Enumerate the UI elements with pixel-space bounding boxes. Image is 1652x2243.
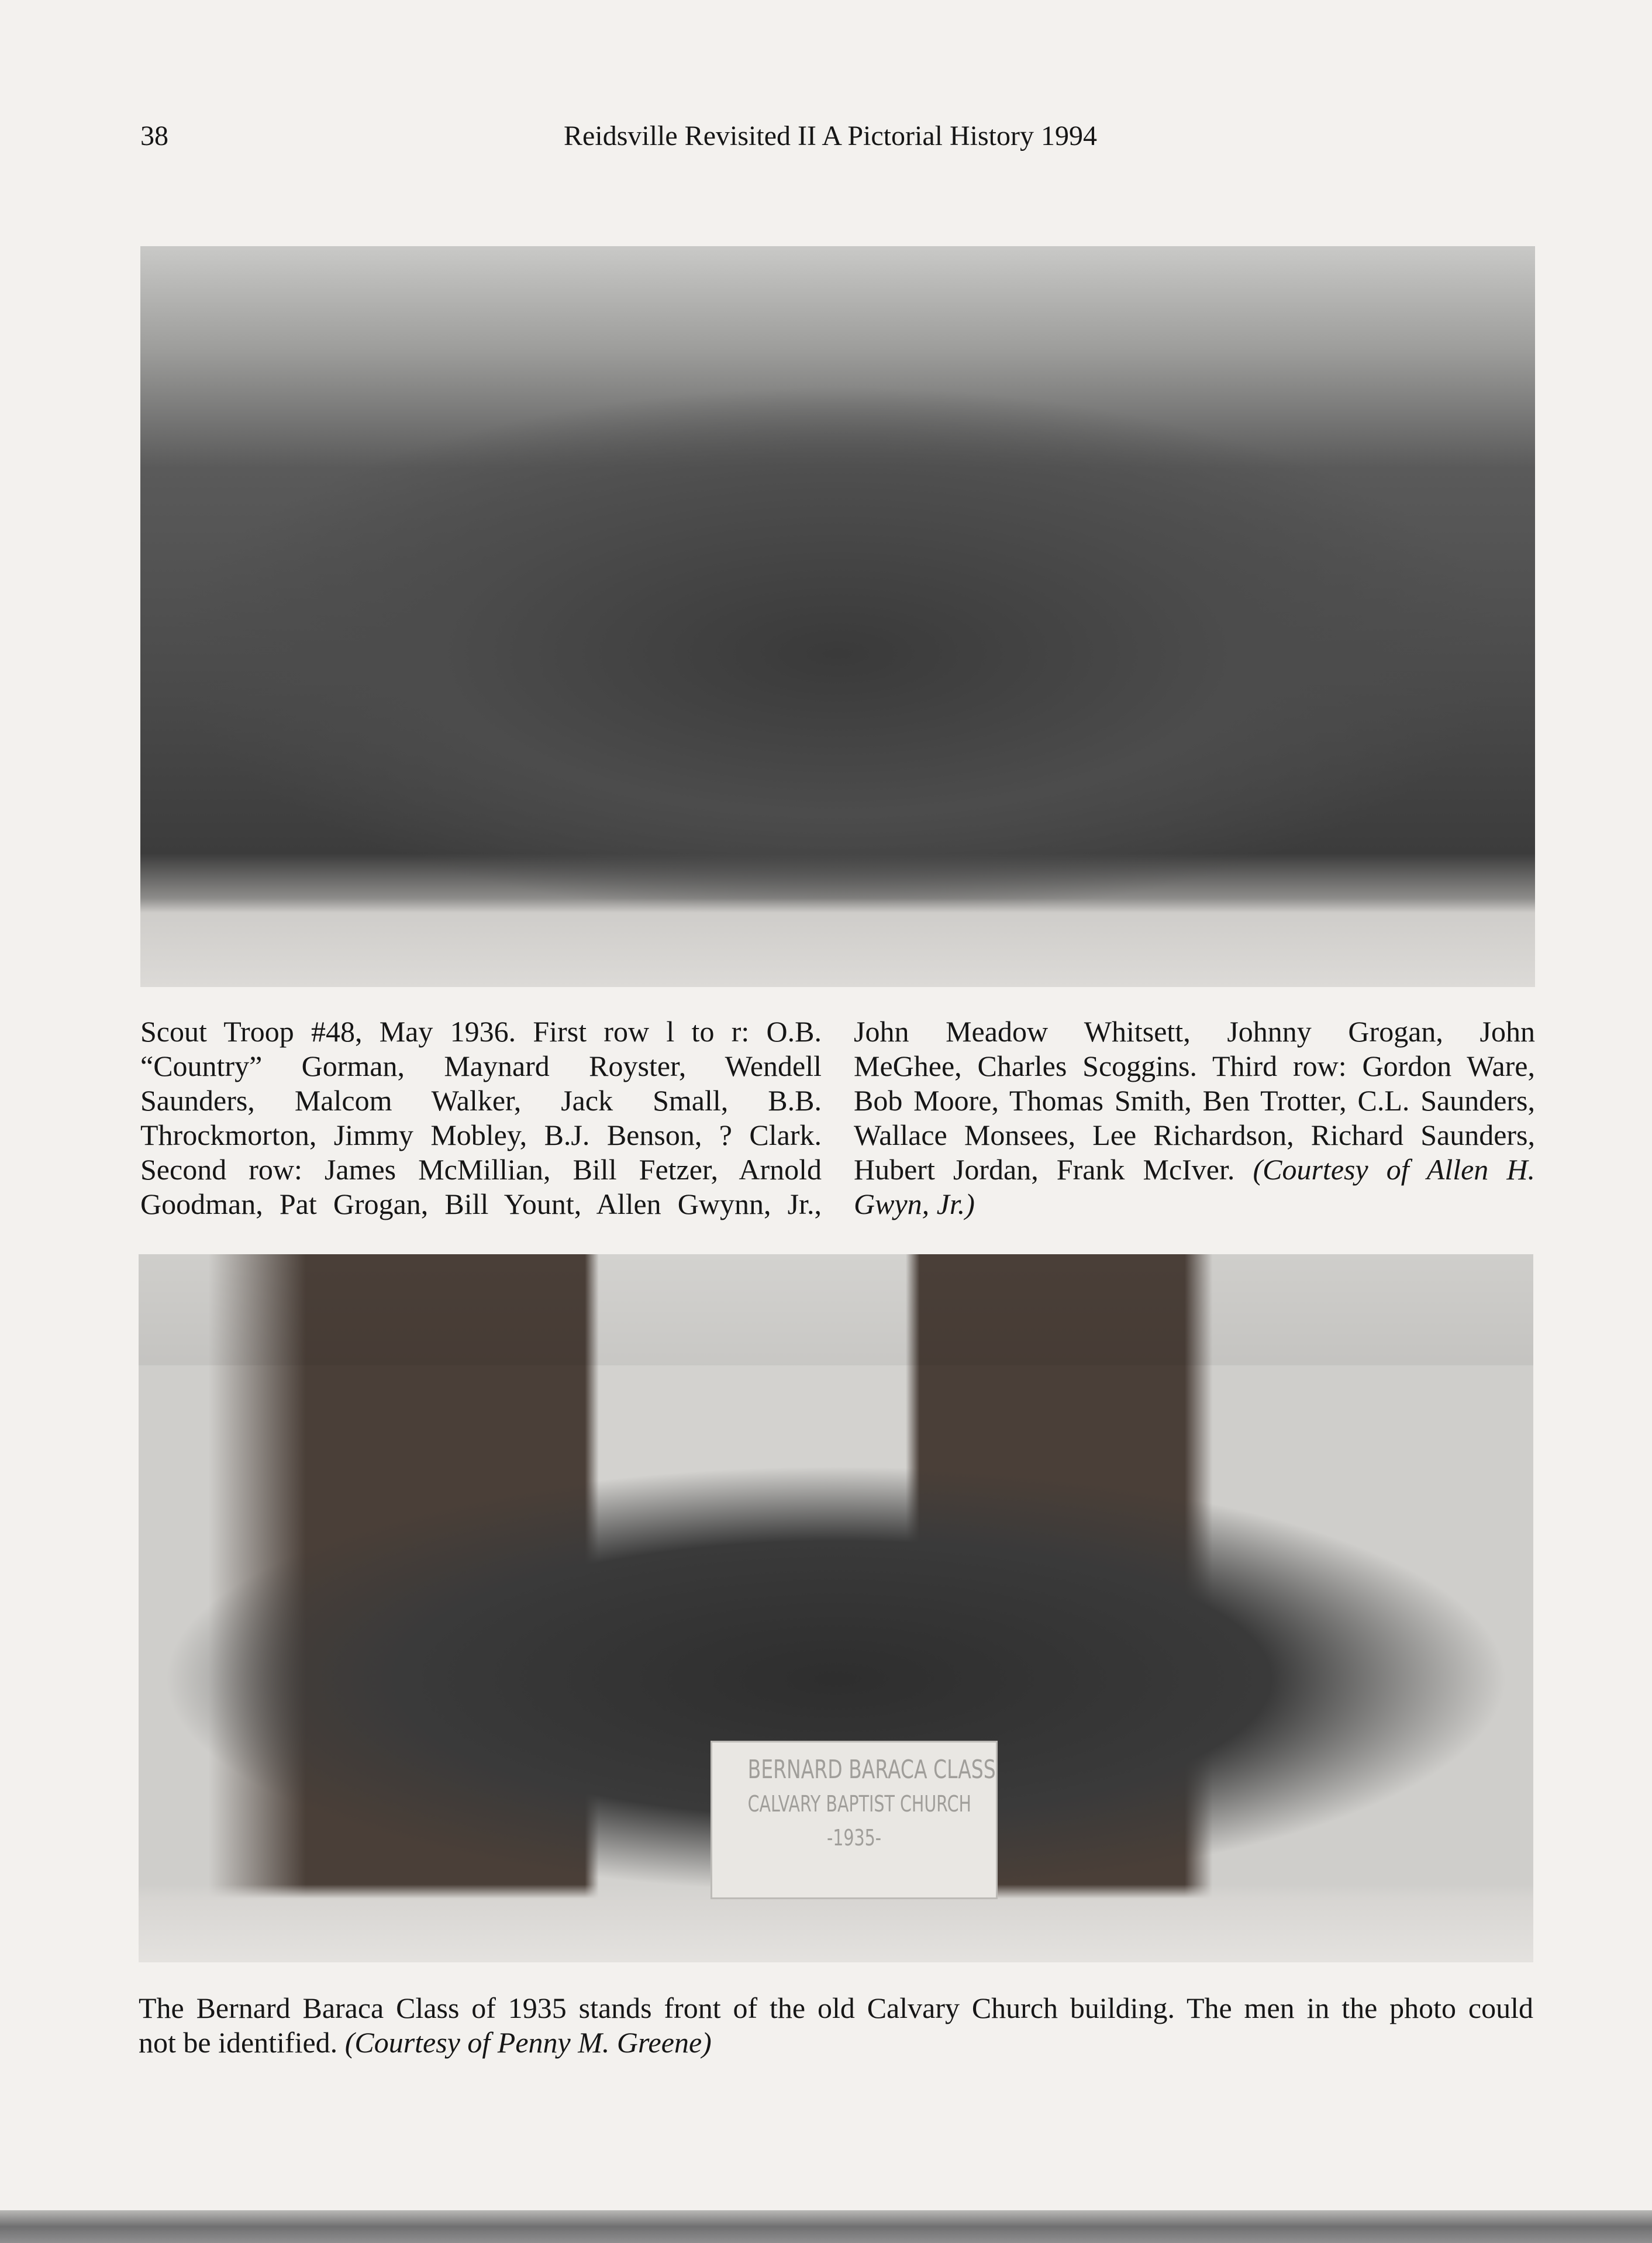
courtesy-credit: (Courtesy of Penny M. Greene) <box>344 2026 712 2059</box>
page-number: 38 <box>140 120 168 151</box>
sign-line: BERNARD BARACA CLASS <box>747 1755 996 1785</box>
caption-line: Second row: James McMillian, Bill Fetzer, Arnold <box>140 1153 822 1186</box>
caption-line: The Bernard Baraca Class of 1935 stands front of the old Calvary Church building. The men in the photo could <box>139 1992 1533 2024</box>
caption-text: not be identified. <box>139 2026 345 2059</box>
caption-line: Goodman, Pat Grogan, Bill Yount, Allen Gwynn, Jr., <box>140 1188 822 1220</box>
caption-line: Scout Troop #48, May 1936. First row l to r: O.B. <box>140 1015 822 1048</box>
caption-line: John Meadow Whitsett, Johnny Grogan, John <box>854 1015 1535 1048</box>
sign-line: CALVARY BAPTIST CHURCH <box>747 1791 971 1817</box>
caption-line: Saunders, Malcom Walker, Jack Small, B.B. <box>140 1084 822 1117</box>
scout-troop-photo <box>140 246 1535 987</box>
caption-line: Wallace Monsees, Lee Richardson, Richard Saunders, <box>854 1119 1535 1151</box>
caption-line <box>854 1152 1535 1187</box>
courtesy-credit: Gwyn, Jr.) <box>854 1188 975 1220</box>
caption-line: “Country” Gorman, Maynard Royster, Wendell <box>140 1050 822 1082</box>
scout-caption-left-column <box>140 1014 822 1221</box>
caption-line <box>139 2025 1533 2060</box>
baraca-caption <box>139 1991 1533 2060</box>
caption-line: MeGhee, Charles Scoggins. Third row: Gordon Ware, <box>854 1050 1535 1082</box>
scan-edge <box>0 2210 1652 2243</box>
class-sign <box>711 1741 998 1899</box>
courtesy-credit: (Courtesy of Allen H. <box>1253 1153 1535 1186</box>
baraca-class-photo <box>139 1254 1533 1962</box>
caption-line: Bob Moore, Thomas Smith, Ben Trotter, C.L. Saunders, <box>854 1084 1535 1117</box>
running-title: Reidsville Revisited II A Pictorial History 1994 <box>564 120 1097 151</box>
doorway-shading <box>139 1254 1533 1365</box>
caption-text: Hubert Jordan, Frank McIver. <box>854 1153 1253 1186</box>
scout-caption-right-column <box>854 1014 1535 1221</box>
sign-line: -1935- <box>826 1825 882 1851</box>
caption-line: Throckmorton, Jimmy Mobley, B.J. Benson, ? Clark. <box>140 1119 822 1151</box>
